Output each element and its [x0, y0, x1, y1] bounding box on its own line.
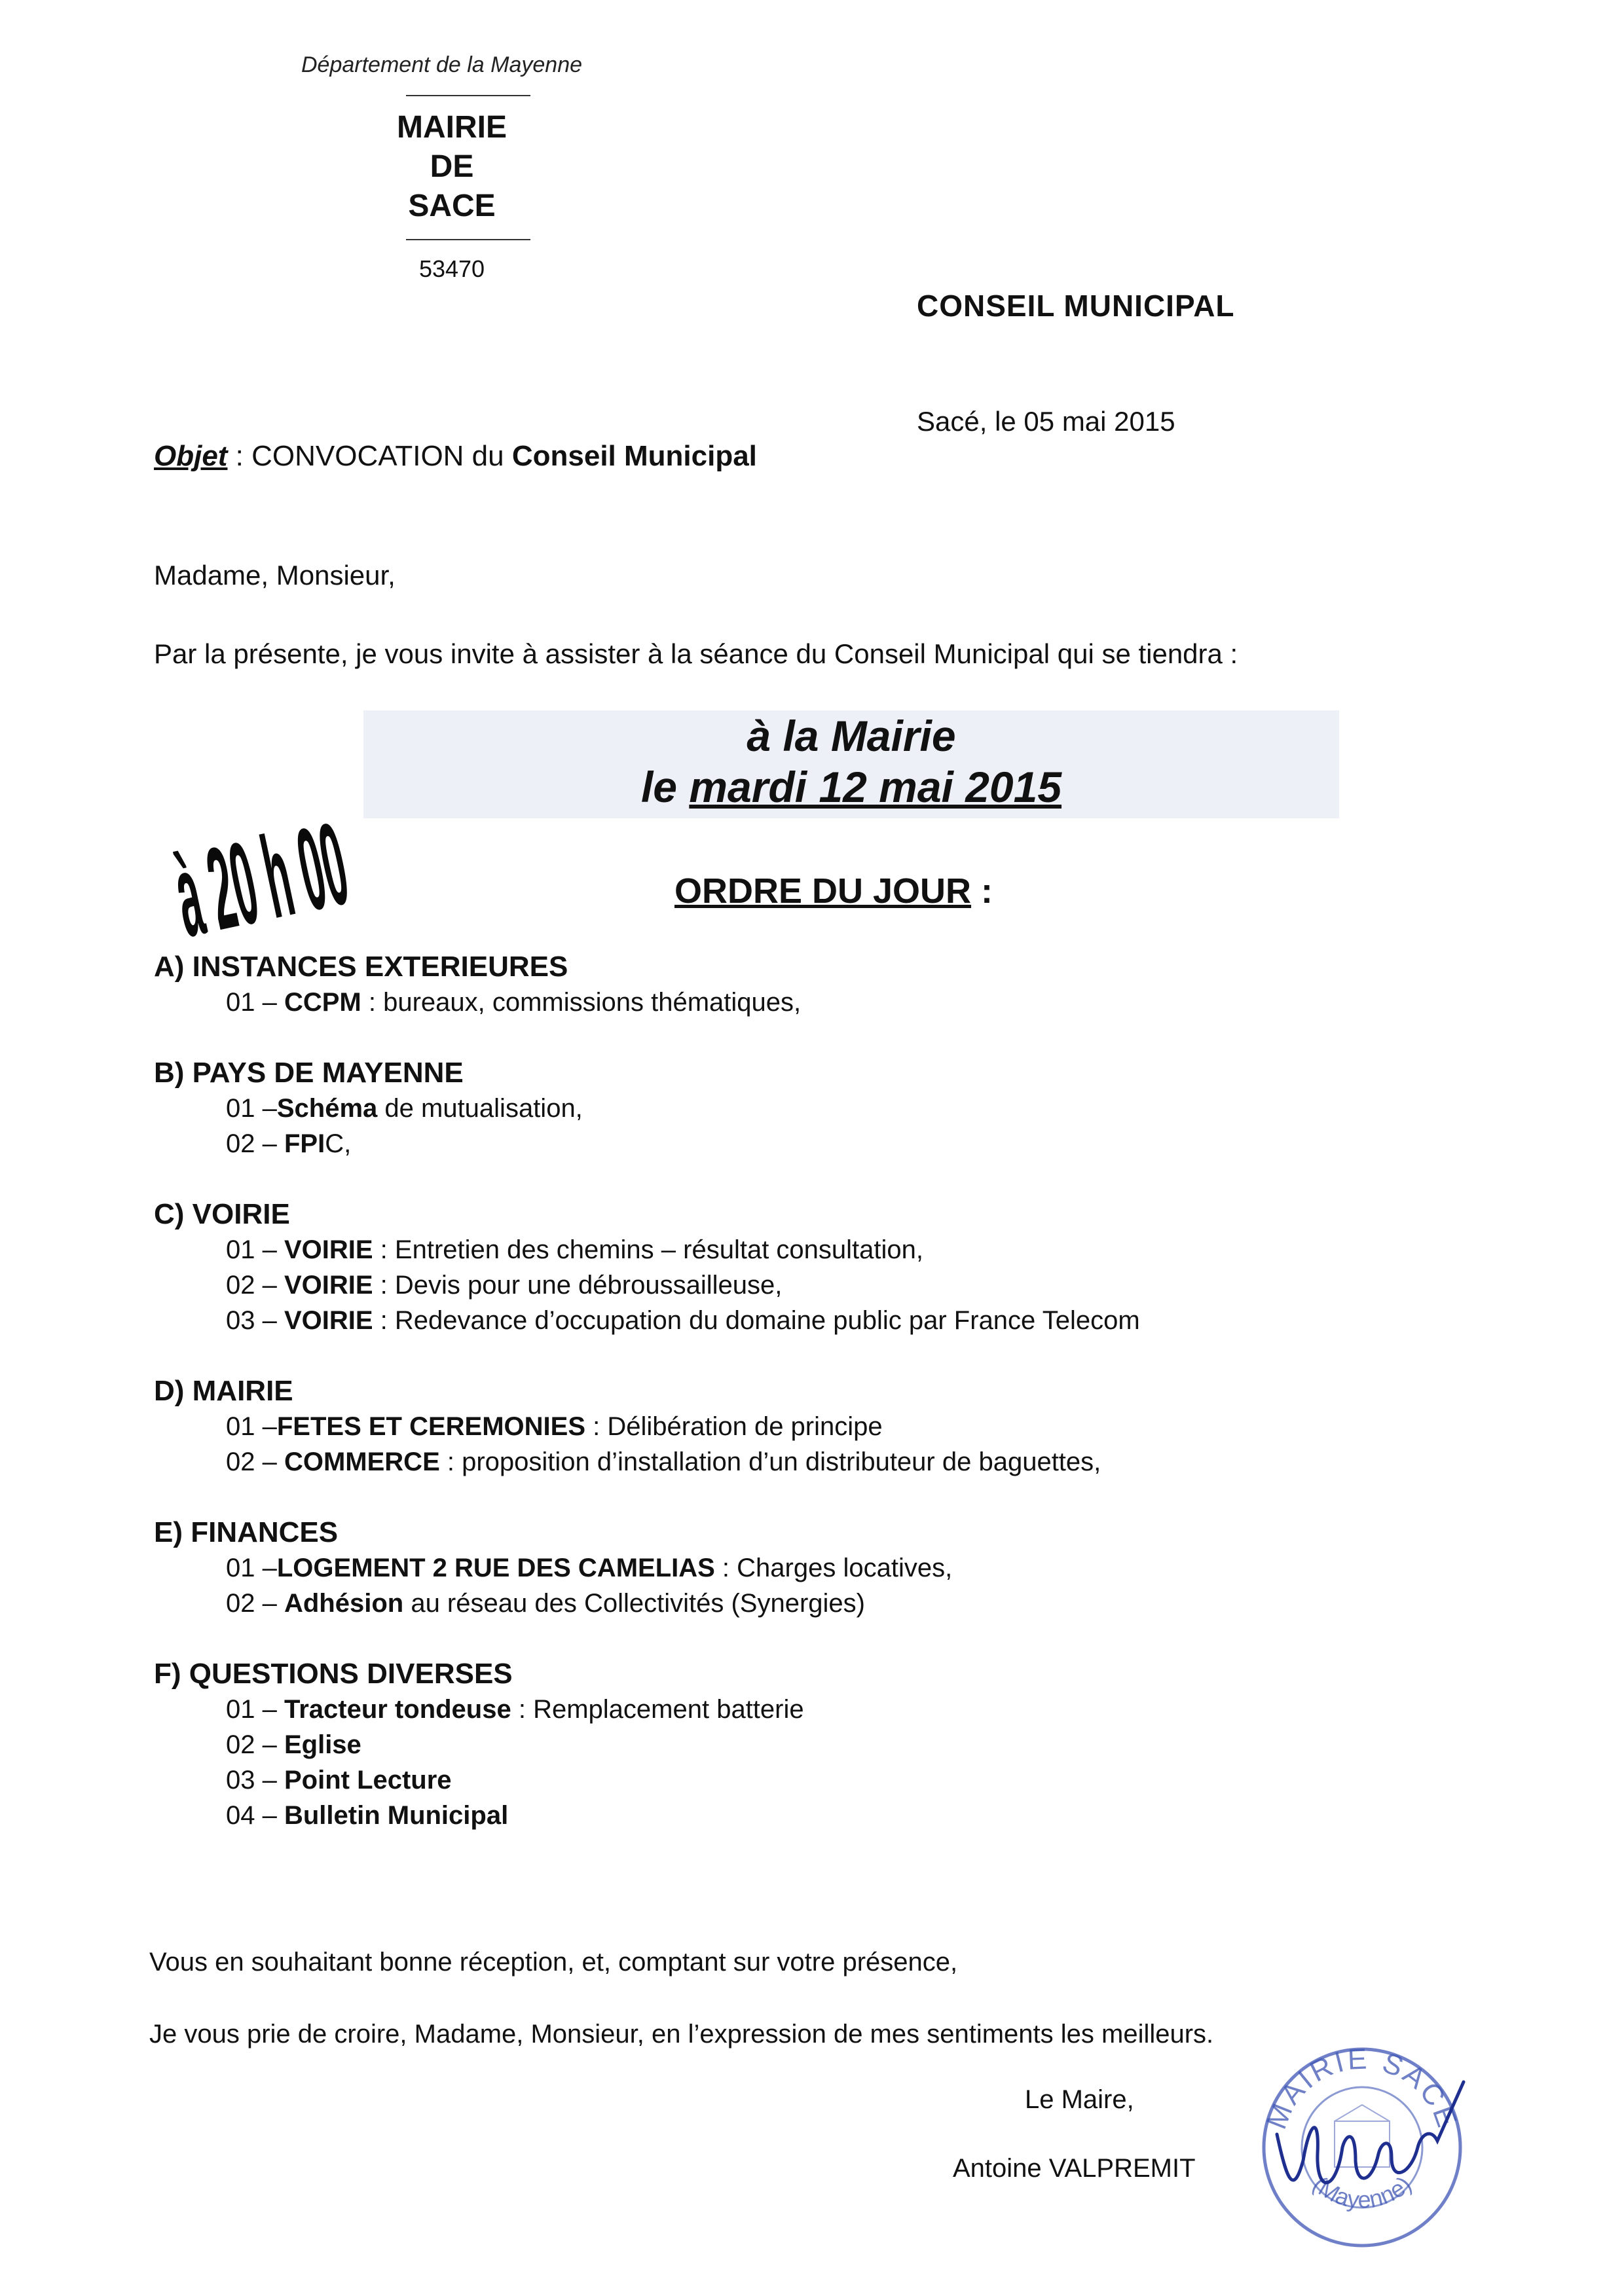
mairie-name: [367, 108, 537, 226]
agenda-section-title: C) VOIRIE: [154, 1198, 290, 1230]
agenda-item: [154, 1550, 1464, 1586]
closing-line: Vous en souhaitant bonne réception, et, comptant sur votre présence,: [149, 1948, 958, 1977]
mairie-line: MAIRIE: [397, 110, 507, 145]
item-detail: : Remplacement batterie: [511, 1695, 804, 1724]
meeting-time: à 20 h 00: [164, 798, 358, 962]
meeting-day-prefix: le: [640, 763, 690, 811]
item-number: 01 –: [226, 1235, 284, 1264]
svg-text:(Mayenne): (Mayenne): [1307, 2170, 1417, 2214]
agenda-title: [674, 871, 993, 911]
item-number: 03 –: [226, 1766, 284, 1795]
greeting: Madame, Monsieur,: [154, 560, 396, 591]
subject-label: Objet: [154, 440, 228, 472]
agenda-item: [154, 1762, 1464, 1798]
agenda-item: [154, 1727, 1464, 1762]
item-subject: VOIRIE: [284, 1306, 373, 1335]
item-subject: CCPM: [284, 988, 361, 1017]
meeting-day: mardi 12 mai 2015: [689, 763, 1062, 811]
item-subject: COMMERCE: [284, 1448, 440, 1476]
item-detail: : Devis pour une débroussailleuse,: [373, 1271, 783, 1300]
item-subject: Bulletin Municipal: [284, 1801, 509, 1830]
agenda-item: [154, 1798, 1464, 1833]
item-detail: : Délibération de principe: [585, 1412, 883, 1441]
agenda-title-suffix: :: [971, 871, 993, 911]
agenda-item: [154, 1303, 1464, 1338]
item-number: 02 –: [226, 1271, 284, 1300]
agenda-item: [154, 1232, 1464, 1267]
date-line: Sacé, le 05 mai 2015: [917, 406, 1175, 437]
item-subject: Schéma: [276, 1094, 378, 1123]
stamp-seal-graphic: [1257, 2043, 1467, 2252]
agenda-item: [154, 1409, 1464, 1444]
meeting-day-line: [363, 761, 1339, 812]
item-number: 01 –: [226, 988, 284, 1017]
item-number: 03 –: [226, 1306, 284, 1335]
meeting-venue-box: [363, 710, 1339, 818]
agenda-section-title: B) PAYS DE MAYENNE: [154, 1057, 464, 1089]
agenda-section-title: D) MAIRIE: [154, 1375, 293, 1407]
item-subject: Eglise: [284, 1730, 361, 1759]
agenda-section: [154, 1656, 1464, 1833]
council-title: CONSEIL MUNICIPAL: [917, 289, 1235, 323]
department-label: Département de la Mayenne: [301, 52, 583, 77]
item-number: 01 –: [226, 1094, 277, 1123]
item-detail: C,: [325, 1129, 352, 1158]
agenda-item: [154, 1126, 1464, 1161]
item-detail: : Entretien des chemins – résultat consultation,: [373, 1235, 924, 1264]
item-detail: : Charges locatives,: [714, 1554, 953, 1582]
svg-text:MAIRIE SACE: MAIRIE SACE: [1260, 2043, 1464, 2134]
item-detail: : proposition d’installation d’un distributeur de baguettes,: [439, 1448, 1101, 1476]
agenda-section: [154, 949, 1464, 1020]
item-number: 02 –: [226, 1129, 284, 1158]
subject-separator: :: [227, 440, 252, 472]
item-subject: VOIRIE: [284, 1235, 373, 1264]
item-subject: Tracteur tondeuse: [284, 1695, 511, 1724]
meeting-time-block: [164, 701, 360, 962]
item-number: 01 –: [226, 1695, 284, 1724]
agenda-title-text: ORDRE DU JOUR: [674, 871, 972, 911]
item-number: 01 –: [226, 1412, 277, 1441]
item-subject: LOGEMENT 2 RUE DES CAMELIAS: [276, 1554, 715, 1582]
item-number: 02 –: [226, 1730, 284, 1759]
official-stamp: [1257, 2043, 1467, 2252]
agenda-section-title: E) FINANCES: [154, 1516, 339, 1548]
meeting-place: à la Mairie: [747, 712, 956, 760]
closing-line: Je vous prie de croire, Madame, Monsieur, en l’expression de mes sentiments les meilleurs.: [149, 2020, 1214, 2049]
item-number: 01 –: [226, 1554, 277, 1582]
mairie-line: SACE: [408, 189, 496, 223]
agenda-item: [154, 1091, 1464, 1126]
mairie-line: DE: [430, 149, 474, 184]
item-detail: : bureaux, commissions thématiques,: [361, 988, 802, 1017]
item-subject: FPI: [284, 1129, 325, 1158]
item-number: 02 –: [226, 1448, 284, 1476]
postal-code: 53470: [418, 255, 485, 282]
agenda-item: [154, 1267, 1464, 1303]
signature-name: Antoine VALPREMIT: [953, 2154, 1196, 2183]
agenda-section: [154, 1197, 1464, 1338]
item-detail: de mutualisation,: [377, 1094, 583, 1123]
item-subject: FETES ET CEREMONIES: [276, 1412, 586, 1441]
item-detail: au réseau des Collectivités (Synergies): [403, 1589, 865, 1618]
signature-role: Le Maire,: [1025, 2085, 1134, 2114]
agenda-item: [154, 1692, 1464, 1727]
item-detail: : Redevance d’occupation du domaine public par France Telecom: [373, 1306, 1140, 1335]
agenda-section: [154, 1055, 1464, 1161]
intro-text: Par la présente, je vous invite à assister à la séance du Conseil Municipal qui se tiendra :: [154, 638, 1238, 669]
subject-line: [154, 440, 757, 473]
item-number: 02 –: [226, 1589, 284, 1618]
header-bottom-divider: [406, 239, 530, 240]
agenda-list: [154, 949, 1464, 1868]
subject-bold-text: Conseil Municipal: [511, 440, 757, 472]
item-number: 04 –: [226, 1801, 284, 1830]
item-subject: Adhésion: [284, 1589, 404, 1618]
agenda-section-title: F) QUESTIONS DIVERSES: [154, 1658, 513, 1690]
agenda-item: [154, 1444, 1464, 1480]
agenda-item: [154, 1586, 1464, 1621]
item-subject: VOIRIE: [284, 1271, 373, 1300]
item-subject: Point Lecture: [284, 1766, 452, 1795]
agenda-section: [154, 1515, 1464, 1621]
agenda-section: [154, 1374, 1464, 1480]
header-top-divider: [406, 95, 530, 96]
agenda-item: [154, 985, 1464, 1020]
subject-text: CONVOCATION du: [251, 440, 512, 472]
agenda-section-title: A) INSTANCES EXTERIEURES: [154, 951, 568, 983]
